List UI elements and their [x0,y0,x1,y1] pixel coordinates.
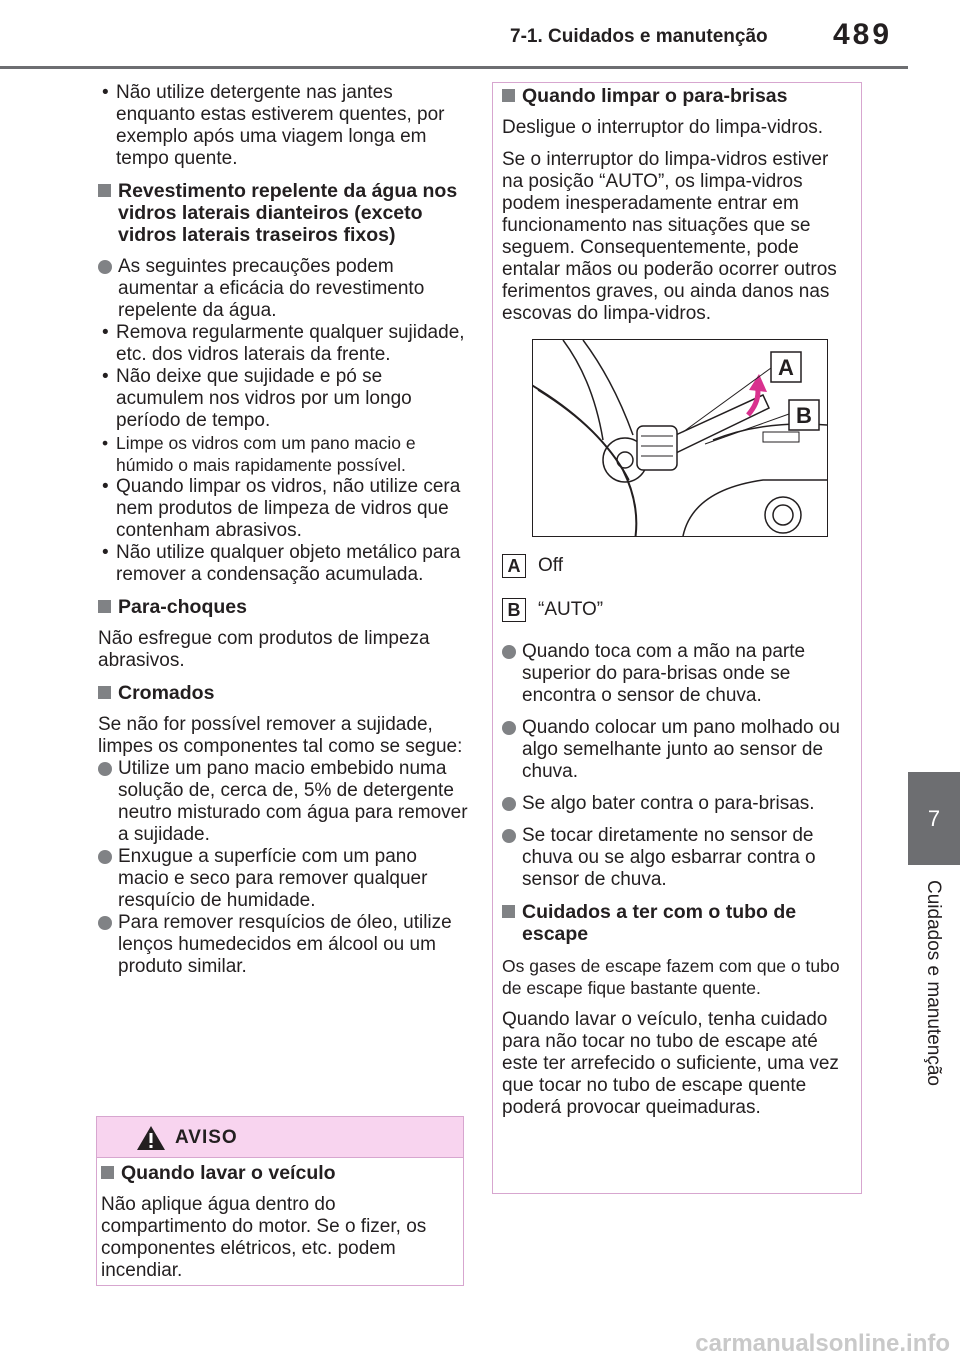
list-item: As seguintes precauções podem aumentar a eficácia do revestimento repelente da água. [98,256,468,322]
section-heading: Quando limpar o para-brisas [502,85,852,107]
label-box-a: A [502,554,526,578]
list-item: Para remover resquícios de óleo, utilize lenços humedecidos em álcool ou um produto similar. [98,912,468,978]
bullet-item: • Não utilize detergente nas jantes enquanto estas estiverem quentes, por exemplo após uma viagem longa em tempo quente. [98,82,468,170]
circle-bullet-icon [98,762,112,776]
chapter-tab[interactable] [908,772,960,865]
bullet-item: • Não deixe que sujidade e pó se acumulem nos vidros por um longo período de tempo. [98,366,468,432]
bullet-item: • Quando limpar os vidros, não utilize cera nem produtos de limpeza de vidros que contenham abrasivos. [98,476,468,542]
warning-header [97,1117,463,1158]
section-heading: Revestimento repelente da água nos vidros laterais dianteiros (exceto vidros laterais traseiros fixos) [98,180,468,246]
bullet-item: • Não utilize qualquer objeto metálico para remover a condensação acumulada. [98,542,468,586]
chapter-label: Cuidados e manutenção [923,880,944,1086]
header-rule [0,66,908,69]
paragraph: Os gases de escape fazem com que o tubo de escape fique bastante quente. [502,956,840,998]
circle-bullet-icon [502,645,516,659]
callout-a: A [778,355,794,380]
list-item: Se algo bater contra o para-brisas. [502,793,852,815]
warning-text: Não aplique água dentro do compartimento do motor. Se o fizer, os componentes elétricos, etc. podem incendiar. [101,1194,427,1281]
circle-bullet-icon [502,721,516,735]
chapter-number: 7 [927,806,941,831]
bullet-item: • Remova regularmente qualquer sujidade, etc. dos vidros laterais da frente. [98,322,468,366]
warning-heading: Quando lavar o veículo [101,1162,457,1184]
section-heading: Para-choques [98,596,468,618]
circle-bullet-icon [502,829,516,843]
list-item: Quando toca com a mão na parte superior do para-brisas onde se encontra o sensor de chuva. [502,641,852,707]
section-heading: Cromados [98,682,468,704]
square-marker-icon [98,600,111,613]
paragraph: Não esfregue com produtos de limpeza abrasivos. [98,628,430,671]
warning-label: AVISO [175,1127,238,1148]
legend-b: B “AUTO” [502,597,852,623]
list-item: Quando colocar um pano molhado ou algo semelhante junto ao sensor de chuva. [502,717,852,783]
list-item: Utilize um pano macio embebido numa solução de, cerca de, 5% de detergente neutro misturado com água para remover a sujidade. [98,758,468,846]
square-marker-icon [502,905,515,918]
square-marker-icon [98,184,111,197]
legend-a: A Off [502,553,852,579]
wiper-switch-illustration [532,339,828,537]
list-item: Se tocar diretamente no sensor de chuva ou se algo esbarrar contra o sensor de chuva. [502,825,852,891]
square-marker-icon [101,1166,114,1179]
circle-bullet-icon [502,797,516,811]
paragraph: Se não for possível remover a sujidade, limpes os componentes tal como se segue: [98,714,463,757]
left-column [98,82,468,988]
bullet-item: • Limpe os vidros com um pano macio e húmido o mais rapidamente possível. [98,432,468,476]
square-marker-icon [98,686,111,699]
info-box [492,82,862,1194]
callout-b: B [796,403,812,428]
square-marker-icon [502,89,515,102]
section-heading: Cuidados a ter com o tubo de escape [502,901,852,945]
watermark: carmanualsonline.info [695,1330,950,1357]
page-number: 489 [833,18,893,51]
section-title: 7-1. Cuidados e manutenção [510,26,768,47]
paragraph: Quando lavar o veículo, tenha cuidado para não tocar no tubo de escape até este ter arrefecido o suficiente, uma vez que tocar no tubo de escape quente poderá provocar queimaduras. [502,1009,839,1118]
paragraph: Desligue o interruptor do limpa-vidros. [502,117,824,138]
warning-box [96,1116,464,1286]
paragraph: Se o interruptor do limpa-vidros estiver na posição “AUTO”, os limpa-vidros podem inesperadamente entrar em funcionamento nas situações que se seguem. Consequentemente, pode entalar mãos ou poderão ocorrer outros ferimentos graves, ou ainda danos nas escovas do limpa-vidros. [502,149,837,324]
circle-bullet-icon [98,850,112,864]
list-item: Enxugue a superfície com um pano macio e seco para remover qualquer resquício de humidade. [98,846,468,912]
warning-icon [135,1124,167,1152]
circle-bullet-icon [98,916,112,930]
circle-bullet-icon [98,260,112,274]
label-box-b: B [502,598,526,622]
